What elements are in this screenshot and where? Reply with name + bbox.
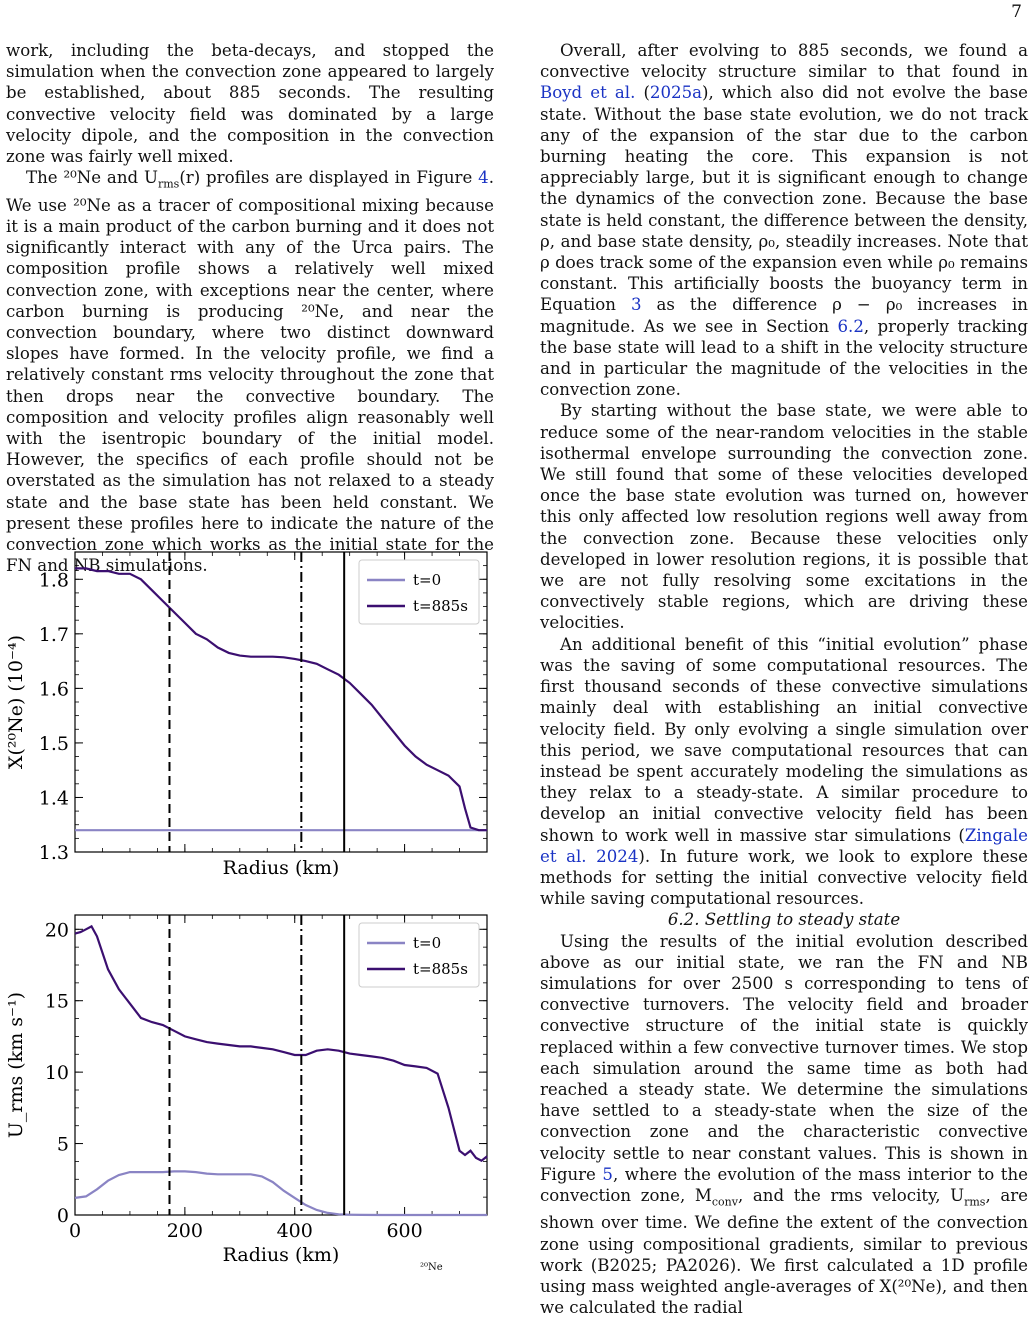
x-axis-label: Radius (km) bbox=[222, 1244, 340, 1266]
y-tick-label: 1.4 bbox=[38, 787, 69, 810]
left-column bbox=[6, 40, 494, 576]
y-tick-label: 10 bbox=[44, 1062, 69, 1085]
series-line-t0 bbox=[75, 1171, 487, 1215]
ne20-chart bbox=[0, 538, 500, 903]
y-tick-label: 1.5 bbox=[38, 732, 69, 755]
page-number: 7 bbox=[1011, 2, 1022, 22]
y-axis-label: X(²⁰Ne) (10⁻⁴) bbox=[5, 634, 27, 770]
boyd-citation-link[interactable]: Boyd et al. bbox=[540, 83, 636, 103]
boyd-year-link[interactable]: 2025a bbox=[649, 83, 703, 103]
y-axis-label: U_rms (km s⁻¹) bbox=[5, 991, 27, 1139]
y-tick-label: 1.8 bbox=[38, 569, 69, 592]
right-paragraph-1: Overall, after evolving to 885 seconds, we found a convective velocity structure similar to that found in Boyd et al. (2025a), which also did not evolve the base state. Without the base state evolution, we do not track any of the expansion of the star due to the carbon burning heating the core. This expansion is not appreciably large, but it is significant enough to change the dynamics of the convection zone. Because the base state is held constant, the difference between the density, ρ, and base state density, ρ₀, steadily increases. Note that ρ does track some of the expansion even while ρ₀ remains constant. This artificially boosts the buoyancy term in Equation 3 as the difference ρ − ρ₀ increases in magnitude. As we see in Section 6.2, properly tracking the base state will lead to a shift in the velocity structure and in particular the magnitude of the velocities in the convection zone. bbox=[540, 41, 1028, 400]
section-6-2-link[interactable]: 6.2 bbox=[837, 316, 864, 336]
left-paragraph-2: The ²⁰Ne and $U_{rms}(r)$ profiles are displayed in Figure 4. We use ²⁰Ne as a tracer of compositional mixing because it is a main product of the carbon burning and it does not significantly interact with any of the Urca pairs. The composition profile shows a relatively well mixed convection zone, with exceptions near the center, where carbon burning is producing ²⁰Ne, and near the convection boundary, where two distinct downward slopes have formed. In the velocity profile, we find a relatively constant rms velocity throughout the zone that then drops near the convective boundary. The composition and velocity profiles align reasonably well with the isentropic boundary of the initial model. However, the specifics of each profile should not be overstated as the simulation has not relaxed to a steady state and the base state has been held constant. We present these profiles here to indicate the nature of the convection zone which works as the initial state for the FN and NB simulations. bbox=[6, 168, 494, 576]
legend-label: t=885s bbox=[413, 597, 468, 615]
y-tick-label: 5 bbox=[56, 1133, 69, 1156]
x-tick-label: 200 bbox=[166, 1220, 203, 1242]
right-paragraph-2: By starting without the base state, we were able to reduce some of the near-random velocities in the stable isothermal envelope surrounding the convection zone. We still found that some of these velocities developed once the base state evolution was turned on, however this only affected low resolution regions well away from the convection zone. Because these velocities only developed in lower resolution regions, it is possible that we are not fully resolving some excitations in the convectively stable regions, which are driving these velocities. bbox=[540, 401, 1028, 633]
legend-label: t=0 bbox=[413, 934, 442, 952]
legend-label: t=885s bbox=[413, 960, 468, 978]
equation-3-link[interactable]: 3 bbox=[630, 295, 642, 315]
x-axis-label: Radius (km) bbox=[222, 857, 340, 879]
y-tick-label: 0 bbox=[56, 1205, 69, 1227]
y-tick-label: 1.6 bbox=[38, 678, 69, 701]
figure-5-link[interactable]: 5 bbox=[602, 1164, 613, 1184]
section-heading: 6.2. Settling to steady state bbox=[667, 910, 901, 930]
right-column bbox=[540, 40, 1028, 1319]
right-paragraph-4: Using the results of the initial evolution described above as our initial state, we ran the FN and NB simulations for over 2500 s corresponding to tens of convective turnovers. The velocity field and broader convective structure of the initial state is quickly replaced within a few convective turnover times. We stop each simulation around the same time as both had reached a steady state. We determine the simulations have settled to a steady-state when the size of the convection zone and the characteristic convective velocity settle to near constant values. This is shown in Figure 5, where the evolution of the mass interior to the convection zone, $M_{conv}$, and the rms velocity, $U_{rms}$, are shown over time. We define the extent of the convection zone using compositional gradients, similar to previous work (B2025; PA2026). We first calculated a 1D profile using mass weighted angle-averages of X(²⁰Ne), and then we calculated the radial bbox=[540, 931, 1028, 1318]
y-tick-label: 1.7 bbox=[38, 623, 69, 646]
figure-ne20-profile bbox=[0, 538, 500, 903]
figure-urms-profile bbox=[0, 905, 500, 1270]
y-tick-label: 15 bbox=[44, 990, 69, 1013]
zingale-citation-link[interactable]: Zingale et al. 2024 bbox=[540, 825, 1028, 866]
y-tick-label: 1.3 bbox=[38, 842, 69, 864]
left-paragraph-1: work, including the beta-decays, and stopped the simulation when the convection zone appeared to largely be established, about 885 seconds. The resulting convective velocity field was dominated by a large velocity dipole, and the composition in the convection zone was fairly well mixed. bbox=[6, 41, 494, 167]
x-tick-label: 400 bbox=[276, 1220, 313, 1242]
x-tick-label: 0 bbox=[68, 1220, 82, 1242]
x-tick-label: 600 bbox=[386, 1220, 423, 1242]
legend-label: t=0 bbox=[413, 571, 442, 589]
right-paragraph-3: An additional benefit of this “initial evolution” phase was the saving of some computational resources. The first thousand seconds of these convective simulations mainly deal with establishing an initial convective velocity field. By only evolving a single simulation over this period, we save computational resources that can instead be spent accurately modeling the simulations as they relax to a steady-state. A similar procedure to develop an initial convective velocity field has been shown to work well in massive star simulations (Zingale et al. 2024). In future work, we look to explore these methods for setting the initial convective velocity field while saving computational resources. bbox=[540, 634, 1028, 909]
y-tick-label: 20 bbox=[44, 919, 69, 942]
footnote-fragment: ²⁰Ne bbox=[420, 1262, 443, 1273]
figure-4-link[interactable]: 4 bbox=[478, 168, 489, 188]
urms-chart bbox=[0, 905, 500, 1270]
